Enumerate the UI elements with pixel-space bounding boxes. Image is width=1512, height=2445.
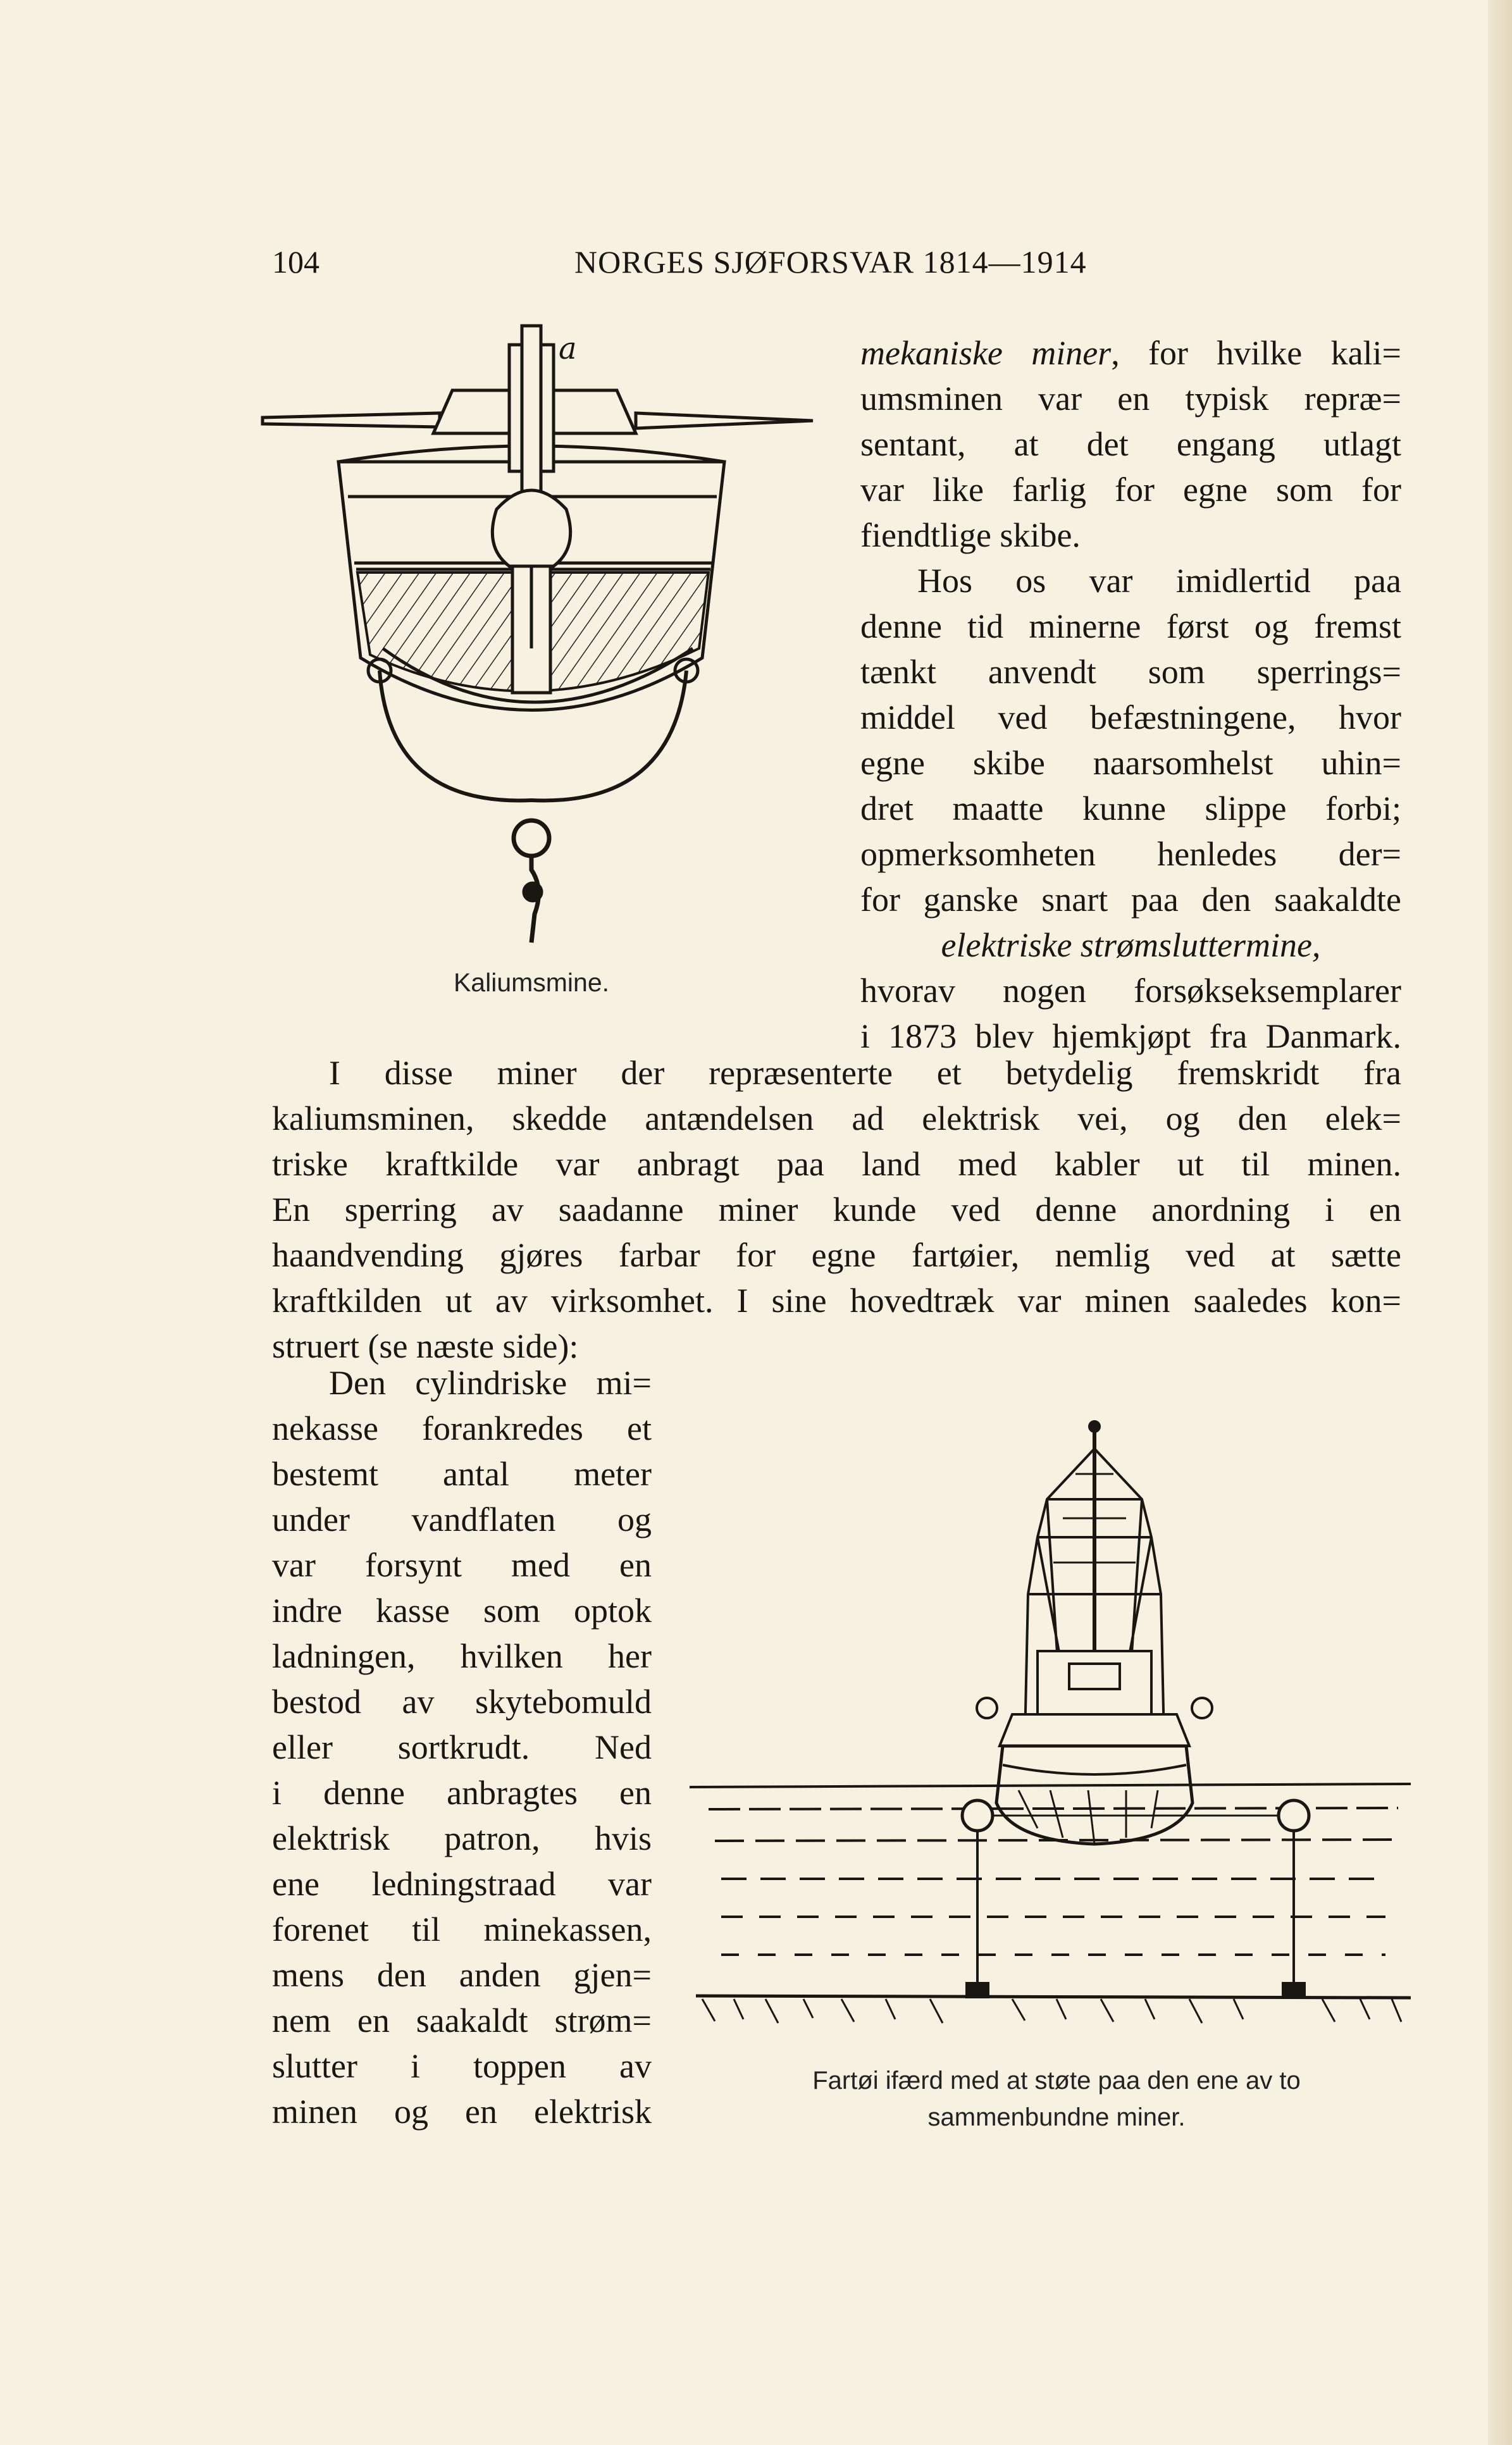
text-line: fiendtlige skibe. [860, 516, 1081, 554]
text-line: elektrisk patron, hvis [272, 1819, 652, 1857]
text-line: ladningen, hvilken her [272, 1637, 652, 1675]
text-line: tænkt anvendt som sperrings= [860, 653, 1401, 691]
text-line: nekasse forankredes et [272, 1409, 652, 1447]
text-line: elektriske strømsluttermine, [941, 926, 1321, 964]
text-line: for ganske snart paa den saakaldte [860, 881, 1401, 919]
text-line: i 1873 blev hjemkjøpt fra Danmark. [860, 1017, 1401, 1055]
mine-cross-section-drawing [256, 319, 826, 952]
text-line: eller sortkrudt. Ned [272, 1728, 652, 1766]
ship-illustration [683, 1411, 1417, 2031]
text-line: struert (se næste side): [272, 1327, 579, 1365]
text-line: bestemt antal meter [272, 1455, 652, 1493]
page-edge [1488, 0, 1512, 2445]
text-line: minen og en elektrisk [272, 2093, 652, 2131]
text-line: Den cylindriske mi= [329, 1364, 652, 1402]
text-line: dret maatte kunne slippe forbi; [860, 789, 1401, 827]
text-line: middel ved befæstningene, hvor [860, 698, 1401, 736]
page-number: 104 [272, 244, 319, 280]
ship-and-mines-drawing [683, 1411, 1417, 2031]
text-line: opmerksomheten henledes der= [860, 835, 1401, 873]
text-line: I disse miner der repræsenterte et betydelig fremskridt fra [329, 1054, 1401, 1092]
mine-label-a: a [559, 331, 577, 366]
text-line: kraftkilden ut av virksomhet. I sine hovedtræk var minen saaledes kon= [272, 1282, 1401, 1320]
mine-illustration [256, 319, 826, 952]
text-line: Hos os var imidlertid paa [917, 562, 1401, 600]
ship-caption-line-1: Fartøi ifærd med at støte paa den ene av to [812, 2067, 1301, 2095]
text-line: ene ledningstraad var [272, 1865, 652, 1903]
text-line: i denne anbragtes en [272, 1774, 652, 1812]
text-line: var forsynt med en [272, 1546, 652, 1584]
ship-caption [724, 2062, 1389, 2136]
text-line: kaliumsminen, skedde antændelsen ad elektrisk vei, og den elek= [272, 1099, 1401, 1137]
text-line: slutter i toppen av [272, 2047, 652, 2085]
text-line: sentant, at det engang utlagt [860, 425, 1401, 463]
text-line: triske kraftkilde var anbragt paa land med kabler ut til minen. [272, 1145, 1401, 1183]
text-line: umsminen var en typisk repræ= [860, 380, 1401, 418]
text-line: var like farlig for egne som for [860, 471, 1401, 509]
text-line: forenet til minekassen, [272, 1910, 652, 1948]
text-line: mekaniske miner, for hvilke kali= [860, 334, 1401, 372]
text-line: under vandflaten og [272, 1501, 652, 1538]
text-line: egne skibe naarsomhelst uhin= [860, 744, 1401, 782]
text-line: indre kasse som optok [272, 1592, 652, 1630]
text-line: bestod av skytebomuld [272, 1683, 652, 1721]
text-line: denne tid minerne først og fremst [860, 607, 1401, 645]
text-line: hvorav nogen forsøkseksemplarer [860, 972, 1401, 1010]
running-header [272, 244, 1094, 288]
text-line: En sperring av saadanne miner kunde ved denne anordning i en [272, 1191, 1401, 1229]
running-title: NORGES SJØFORSVAR 1814—1914 [574, 244, 1087, 280]
text-line: mens den anden gjen= [272, 1956, 652, 1994]
text-line: nem en saakaldt strøm= [272, 2002, 652, 2040]
mine-caption: Kaliumsmine. [453, 968, 610, 997]
ship-caption-line-2: sammenbundne miner. [927, 2103, 1186, 2131]
text-line: haandvending gjøres farbar for egne fartøier, nemlig ved at sætte [272, 1236, 1401, 1274]
